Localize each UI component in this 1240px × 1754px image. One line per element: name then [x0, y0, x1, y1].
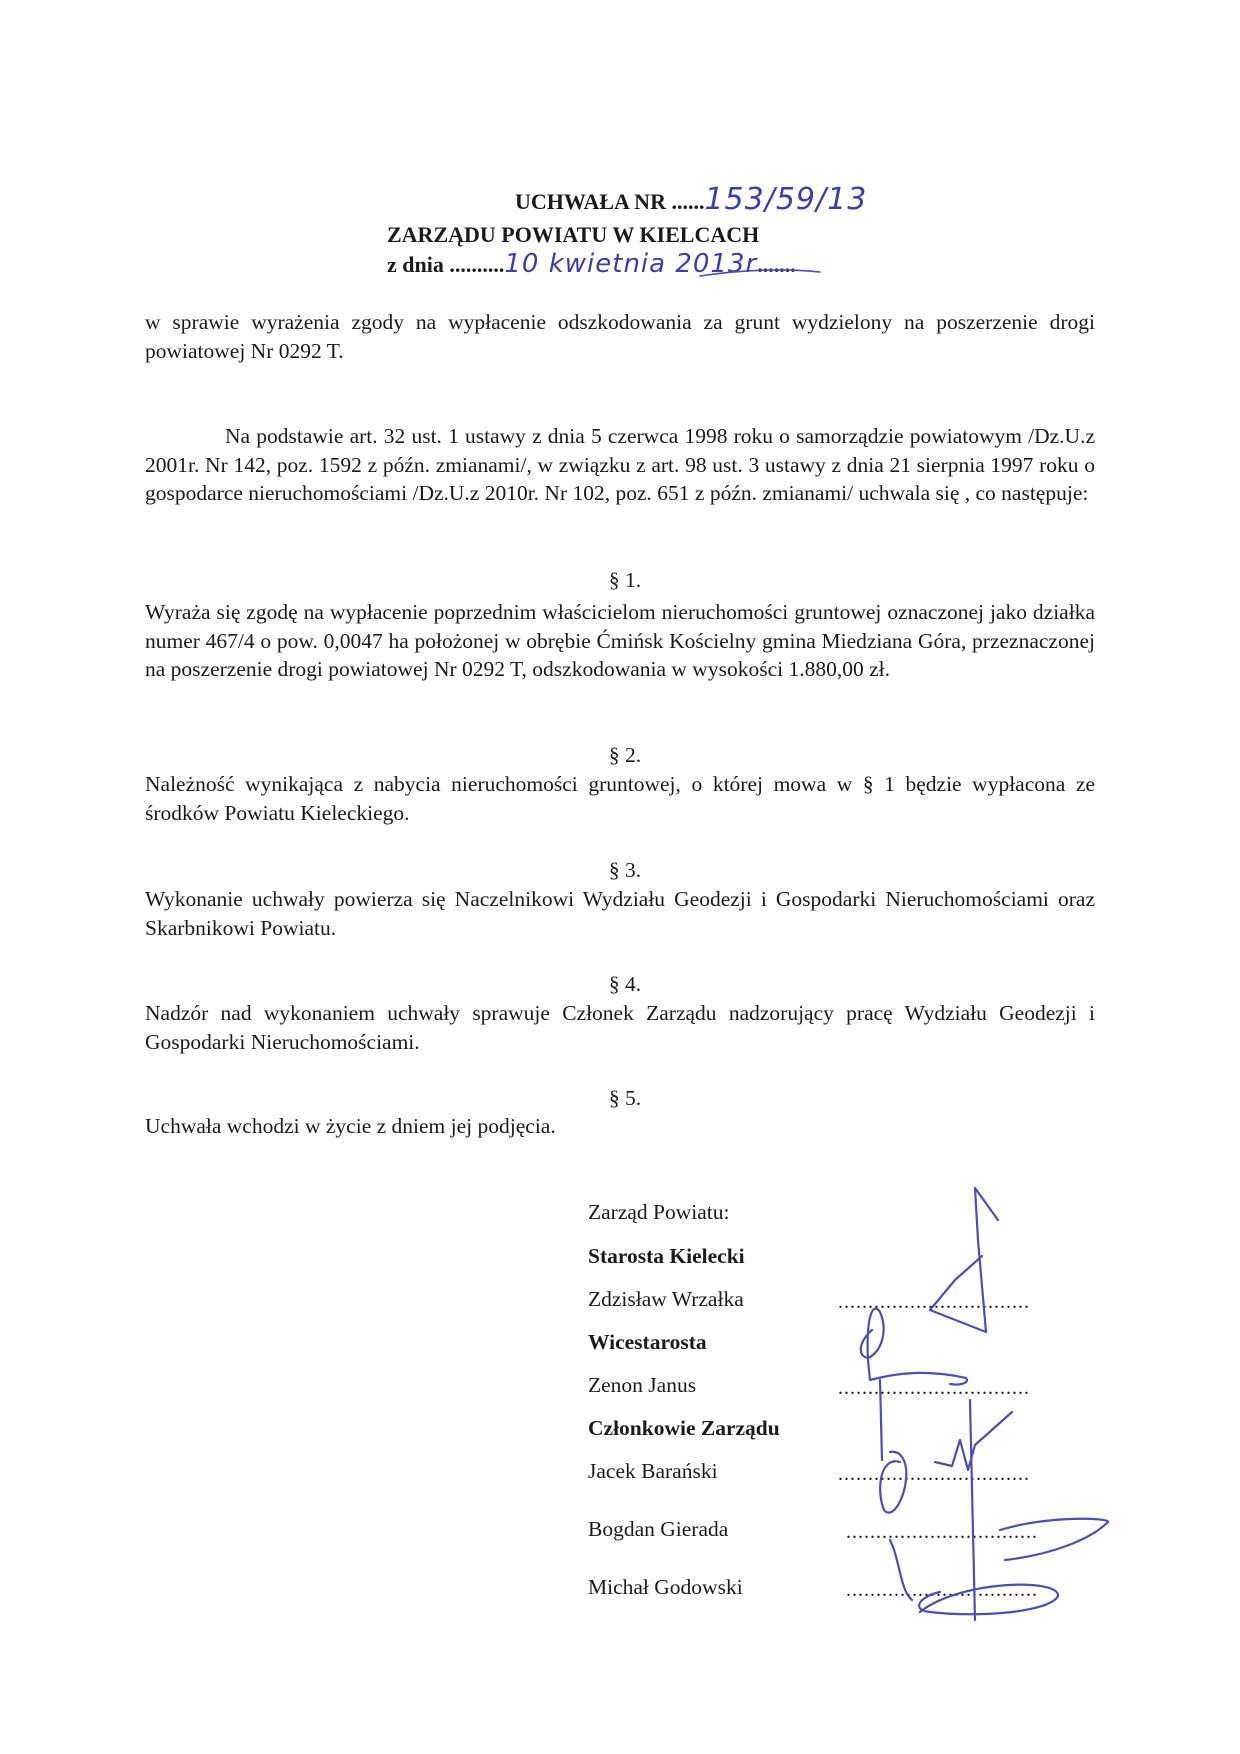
- vice-starosta-title: Wicestarosta: [588, 1330, 707, 1354]
- date-trail-dots: .......: [757, 252, 796, 277]
- section-5-text: Uchwała wchodzi w życie z dniem jej podjęcia.: [145, 1114, 556, 1138]
- starosta-signature-line: ................................: [838, 1291, 1030, 1313]
- section-1-mark: § 1.: [608, 568, 642, 592]
- section-2-text: Należność wynikająca z nabycia nieruchomości gruntowej, o której mowa w § 1 będzie wypłacona ze środków Powiatu Kieleckiego.: [145, 772, 1095, 825]
- vice-starosta-signature-line: ................................: [838, 1377, 1030, 1399]
- resolution-subject: w sprawie wyrażenia zgody na wypłacenie odszkodowania za grunt wydzielony na poszerzenie drogi powiatowej Nr 0292 T.: [145, 310, 1095, 363]
- member-3-name: Michał Godowski: [588, 1575, 743, 1599]
- legal-basis-paragraph: Na podstawie art. 32 ust. 1 ustawy z dnia 5 czerwca 1998 roku o samorządzie powiatowym /Dz.U.z 2001r. Nr 142, poz. 1592 z późn. zmianami/, w związku z art. 98 ust. 3 ustawy z dnia 21 sierpnia 1997 roku o gospodarce nieruchomościami /Dz.U.z 2010r. Nr 102, poz. 651 z późn. zmianami/ uchwala się , co następuje:: [145, 424, 1095, 505]
- board-label: Zarząd Powiatu:: [588, 1200, 730, 1224]
- board-members-title: Członkowie Zarządu: [588, 1416, 780, 1440]
- section-2-mark: § 2.: [608, 743, 642, 767]
- member-1-name: Jacek Barański: [588, 1459, 718, 1483]
- starosta-name: Zdzisław Wrzałka: [588, 1287, 744, 1311]
- date-dots: ..........: [449, 252, 505, 277]
- resolution-title-label: UCHWAŁA NR: [515, 189, 666, 214]
- resolution-number-dots: ......: [671, 189, 705, 214]
- section-1-text: Wyraża się zgodę na wypłacenie poprzednim właścicielom nieruchomości gruntowej oznaczonej jako działka numer 467/4 o pow. 0,0047 ha położonej w obrębie Ćmińsk Kościelny gmina Miedziana Góra, przeznaczonej na poszerzenie drogi powiatowej Nr 0292 T, odszkodowania w wysokości 1.880,00 zł.: [145, 600, 1095, 681]
- member-1-signature-line: ................................: [838, 1463, 1030, 1485]
- date-handwritten: 10 kwietnia 2013r: [504, 249, 758, 279]
- section-3-mark: § 3.: [608, 858, 642, 882]
- section-5-mark: § 5.: [608, 1086, 642, 1110]
- member-3-signature-line: ................................: [846, 1579, 1038, 1601]
- vice-starosta-name: Zenon Janus: [588, 1373, 697, 1397]
- member-2-signature-line: ................................: [846, 1521, 1038, 1543]
- section-3-text: Wykonanie uchwały powierza się Naczelnikowi Wydziału Geodezji i Gospodarki Nieruchomościami oraz Skarbnikowi Powiatu.: [145, 887, 1095, 940]
- section-4-mark: § 4.: [608, 972, 642, 996]
- section-4-text: Nadzór nad wykonaniem uchwały sprawuje Członek Zarządu nadzorujący pracę Wydziału Geodezji i Gospodarki Nieruchomościami.: [145, 1001, 1095, 1054]
- starosta-title: Starosta Kielecki: [588, 1244, 745, 1268]
- resolution-title: [515, 182, 868, 217]
- member-2-name: Bogdan Gierada: [588, 1517, 729, 1541]
- issuing-authority: ZARZĄDU POWIATU W KIELCACH: [387, 222, 760, 247]
- date-label: z dnia: [387, 252, 444, 277]
- resolution-number-handwritten: 153/59/13: [704, 182, 868, 217]
- resolution-date: [387, 250, 796, 279]
